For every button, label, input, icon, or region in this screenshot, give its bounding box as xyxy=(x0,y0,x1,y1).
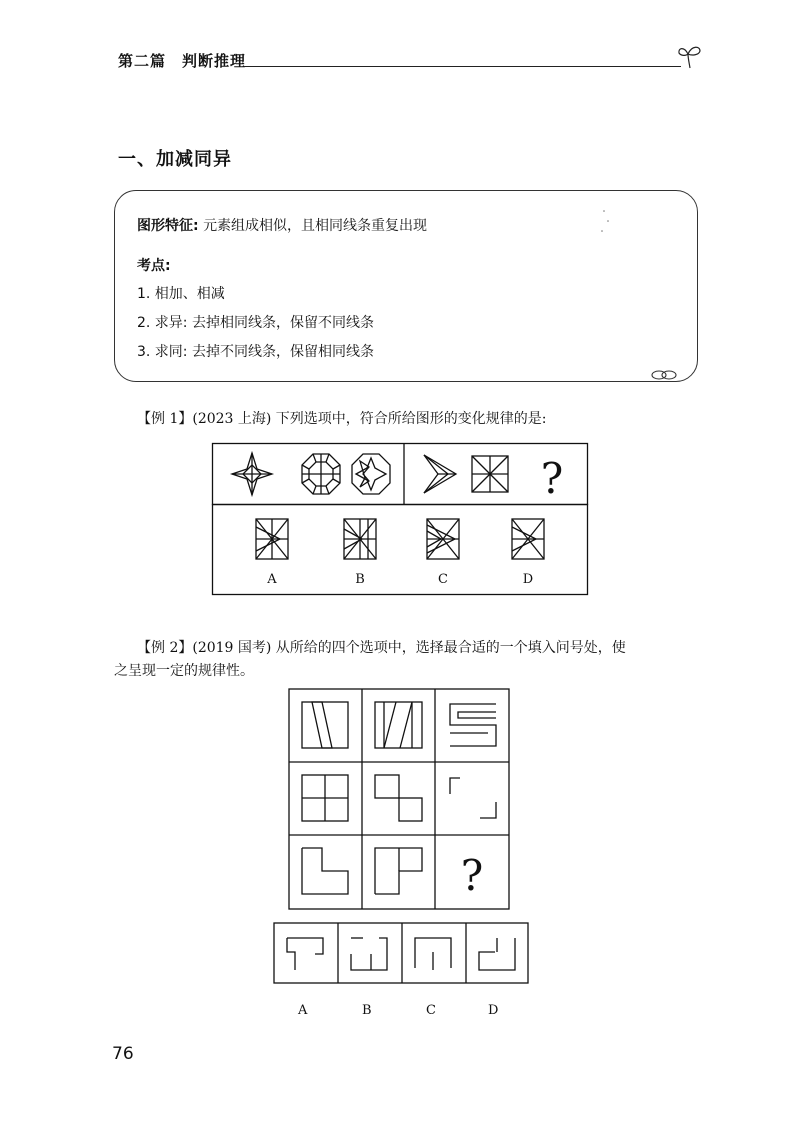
point-item: 1. 相加、相减 xyxy=(137,286,225,302)
sprout-icon xyxy=(676,40,706,70)
feature-text: 元素组成相似，且相同线条重复出现 xyxy=(203,218,428,234)
point-item: 3. 求同: 去掉不同线条，保留相同线条 xyxy=(137,344,374,360)
ex1-option-label: A xyxy=(267,572,277,587)
ex1-stem-star4 xyxy=(232,453,272,495)
ex2-option-a xyxy=(287,938,323,970)
ex2-cell-2-1 xyxy=(302,775,348,821)
example1-figure xyxy=(212,443,588,595)
point-item: 2. 求异: 去掉相同线条，保留不同线条 xyxy=(137,315,374,331)
points-label: 考点: xyxy=(137,258,171,274)
ex1-option-label: B xyxy=(355,572,365,587)
ex2-option-d xyxy=(479,938,515,970)
ex1-question-mark: ? xyxy=(540,454,564,503)
ex2-cell-2-3 xyxy=(450,778,496,818)
page-number: 76 xyxy=(112,1044,134,1064)
ex2-question-mark: ? xyxy=(460,851,484,900)
example2-question-line2: 之呈现一定的规律性。 xyxy=(114,663,254,679)
header-chapter: 判断推理 xyxy=(182,52,247,70)
ex2-option-c xyxy=(415,938,451,970)
header-rule xyxy=(244,66,681,67)
feature-label: 图形特征: xyxy=(137,218,199,234)
ex1-stem-octagon xyxy=(302,454,340,494)
ex1-option-label: D xyxy=(522,572,534,587)
running-header xyxy=(118,50,246,71)
loops-ornament-icon xyxy=(650,368,680,382)
example2-options xyxy=(273,922,529,984)
example2-question-line1: 【例 2】(2019 国考) 从所给的四个选项中，选择最合适的一个填入问号处，使 xyxy=(137,640,626,656)
header-part: 第二篇 xyxy=(118,52,167,70)
ex2-cell-3-2 xyxy=(375,848,422,894)
ex2-option-label: A xyxy=(298,1003,308,1018)
ex2-cell-1-3 xyxy=(450,704,496,746)
ex1-option-b xyxy=(344,519,376,559)
ex2-options-frame xyxy=(274,923,528,983)
ex1-option-a xyxy=(256,519,288,559)
ex2-cell-1-1 xyxy=(302,702,348,748)
ex1-stem-octagon-star xyxy=(352,454,390,494)
feature-line xyxy=(137,215,427,235)
ex2-cell-1-2 xyxy=(375,702,422,748)
ex2-cell-2-2 xyxy=(375,775,422,821)
ex1-option-d xyxy=(512,519,544,559)
ex2-option-label: D xyxy=(488,1003,499,1018)
section-title: 一、加减同异 xyxy=(118,149,232,170)
ex2-cell-3-1 xyxy=(302,848,348,894)
ex1-stem-square-cross xyxy=(472,456,508,492)
decorative-dots xyxy=(594,205,614,245)
ex2-option-b xyxy=(351,938,387,970)
ex1-option-label: C xyxy=(438,572,448,587)
ex1-option-c xyxy=(427,519,459,559)
ex2-option-label: B xyxy=(362,1003,372,1018)
ex2-option-label: C xyxy=(426,1003,436,1018)
example2-grid xyxy=(288,688,510,910)
example1-question: 【例 1】(2023 上海) 下列选项中，符合所给图形的变化规律的是: xyxy=(137,411,547,427)
ex1-stem-arrow xyxy=(424,455,456,493)
